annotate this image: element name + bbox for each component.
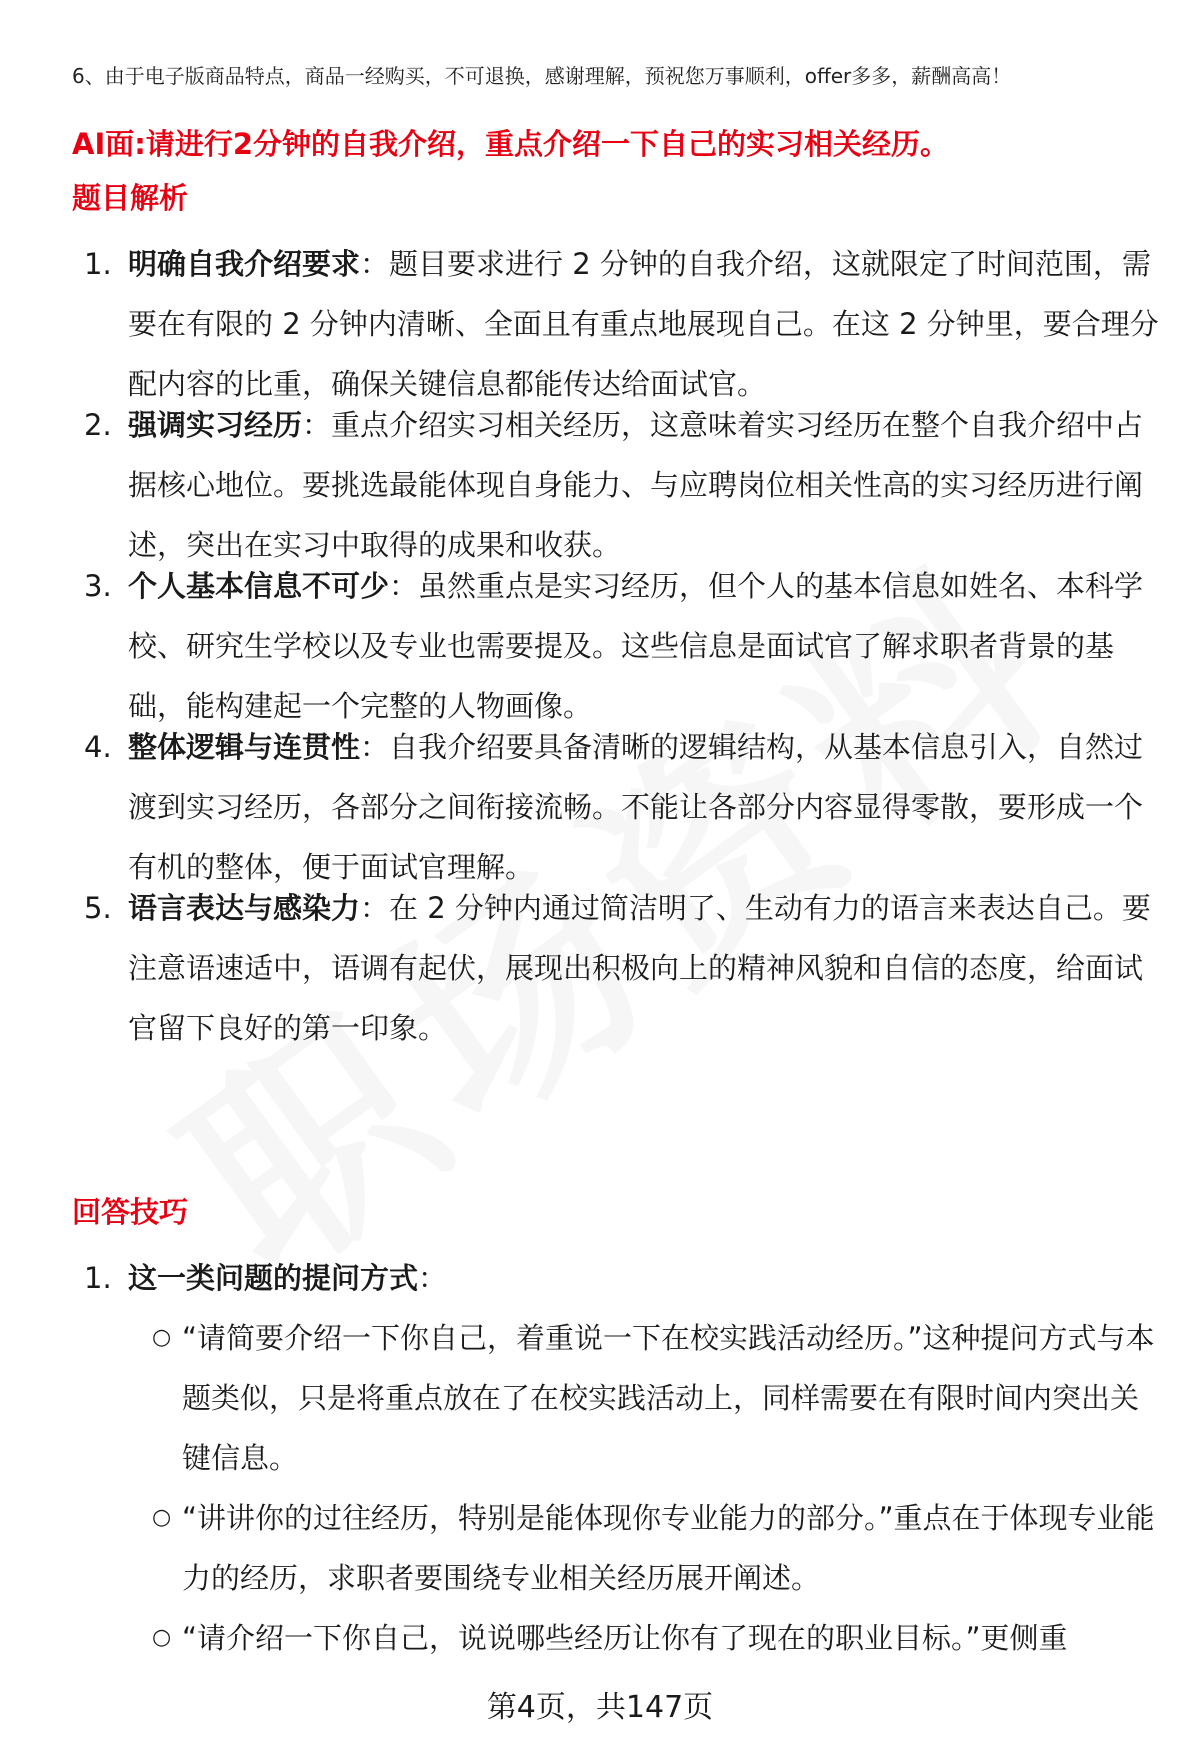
tips-list <box>72 1248 1162 1668</box>
analysis-heading: 题目解析 <box>72 181 189 215</box>
item-title: 个人基本信息不可少 <box>128 569 390 603</box>
page-footer: 第4页，共147页 <box>486 1690 714 1725</box>
item-text: ： <box>418 1261 448 1295</box>
item-number: 2. <box>84 408 112 442</box>
analysis-item <box>72 234 1162 401</box>
bullet-text: “请介绍一下你自己，说说哪些经历让你有了现在的职业目标。”更侧重 <box>182 1621 1068 1655</box>
purchase-note: 6、由于电子版商品特点，商品一经购买，不可退换，感谢理解，预祝您万事顺利，offer多多，薪酬高高！ <box>72 64 1012 88</box>
analysis-item <box>72 878 1162 1045</box>
bullet-text: “请简要介绍一下你自己，着重说一下在校实践活动经历。”这种提问方式与本题类似，只是将重点放在了在校实践活动上，同样需要在有限时间内突出关键信息。 <box>182 1321 1155 1475</box>
item-number: 3. <box>84 569 112 603</box>
hollow-bullet-icon: ○ <box>152 1325 172 1350</box>
item-text: ：重点介绍实习相关经历，这意味着实习经历在整个自我介绍中占据核心地位。要挑选最能体现自身能力、与应聘岗位相关性高的实习经历进行阐述，突出在实习中取得的成果和收获。 <box>128 408 1144 562</box>
item-title: 明确自我介绍要求 <box>128 247 361 281</box>
item-title: 语言表达与感染力 <box>128 891 361 925</box>
item-text: ：自我介绍要具备清晰的逻辑结构，从基本信息引入，自然过渡到实习经历，各部分之间衔接流畅。不能让各部分内容显得零散，要形成一个有机的整体，便于面试官理解。 <box>128 730 1144 884</box>
analysis-item <box>72 395 1162 562</box>
question-title: AI面:请进行2分钟的自我介绍，重点介绍一下自己的实习相关经历。 <box>72 127 950 161</box>
hollow-bullet-icon: ○ <box>152 1625 172 1650</box>
sub-bullet-item <box>72 1608 1162 1668</box>
item-title: 这一类问题的提问方式 <box>128 1261 419 1295</box>
hollow-bullet-icon: ○ <box>152 1505 172 1530</box>
item-title: 强调实习经历 <box>128 408 303 442</box>
analysis-item <box>72 717 1162 884</box>
item-number: 5. <box>84 891 112 925</box>
analysis-item <box>72 556 1162 723</box>
item-text: ：在 2 分钟内通过简洁明了、生动有力的语言来表达自己。要注意语速适中，语调有起伏，展现出积极向上的精神风貌和自信的态度，给面试官留下良好的第一印象。 <box>128 891 1151 1045</box>
bullet-text: “讲讲你的过往经历，特别是能体现你专业能力的部分。”重点在于体现专业能力的经历，求职者要围绕专业相关经历展开阐述。 <box>182 1501 1155 1595</box>
analysis-list <box>72 234 1162 1045</box>
item-title: 整体逻辑与连贯性 <box>128 730 361 764</box>
sub-bullet-item <box>72 1308 1162 1488</box>
tips-item <box>72 1248 1162 1308</box>
item-number: 1. <box>84 1261 112 1295</box>
sub-bullet-item <box>72 1488 1162 1608</box>
tips-heading: 回答技巧 <box>72 1195 189 1229</box>
item-number: 1. <box>84 247 112 281</box>
item-number: 4. <box>84 730 112 764</box>
item-text: ：题目要求进行 2 分钟的自我介绍，这就限定了时间范围，需要在有限的 2 分钟内清晰、全面且有重点地展现自己。在这 2 分钟里，要合理分配内容的比重，确保关键信息都能传达给面试官。 <box>128 247 1159 401</box>
item-text: ：虽然重点是实习经历，但个人的基本信息如姓名、本科学校、研究生学校以及专业也需要提及。这些信息是面试官了解求职者背景的基础，能构建起一个完整的人物画像。 <box>128 569 1144 723</box>
